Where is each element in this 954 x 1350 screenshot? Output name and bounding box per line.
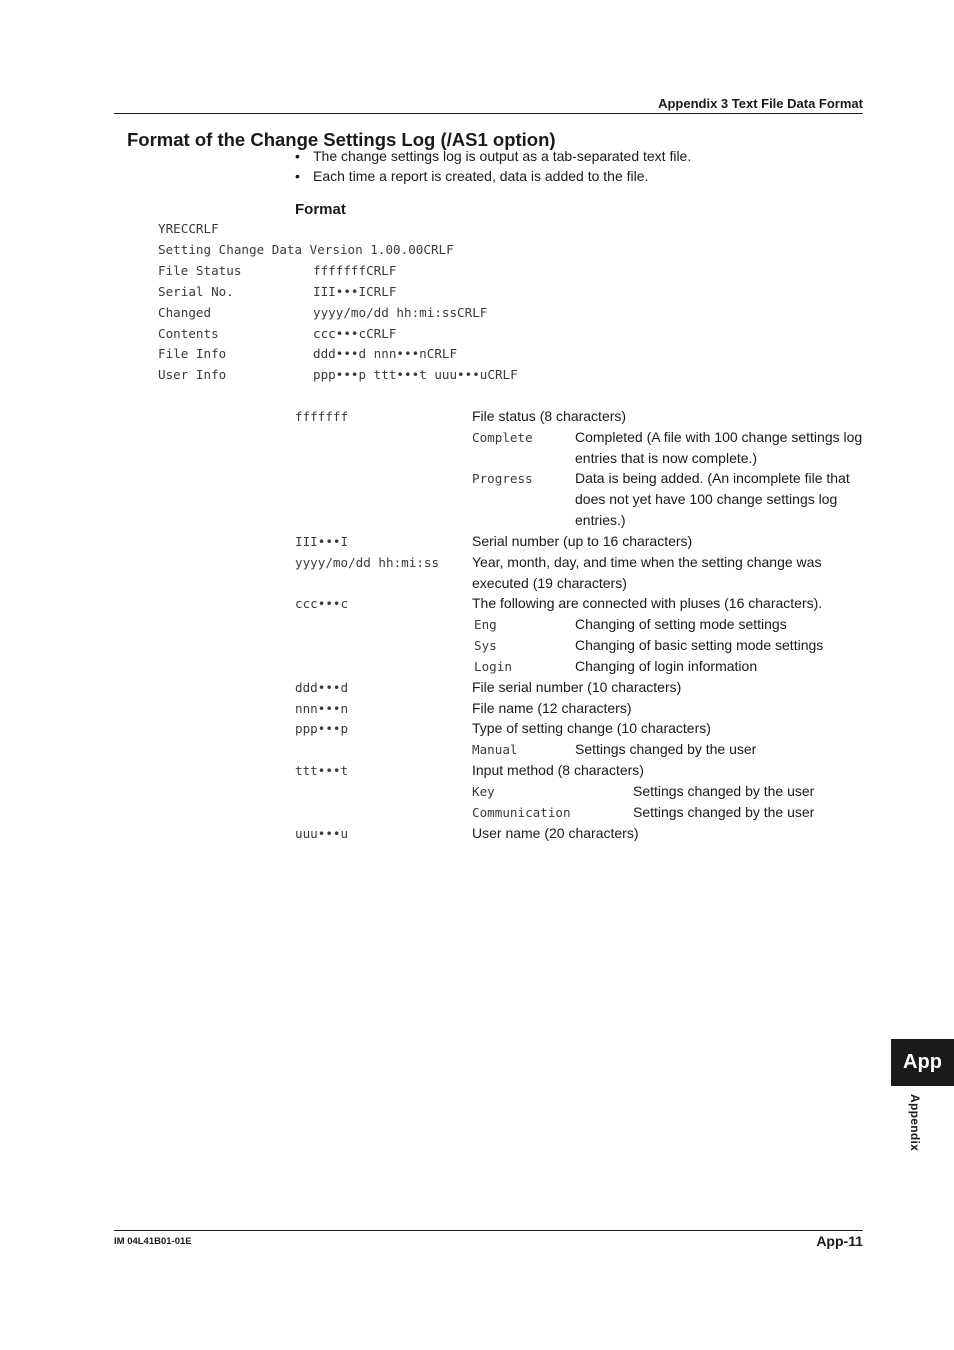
definition-desc: Serial number (up to 16 characters) bbox=[472, 533, 693, 549]
definition-term: III•••I bbox=[295, 534, 349, 549]
definition-code: Progress bbox=[472, 471, 533, 486]
definition-desc: User name (20 characters) bbox=[472, 825, 639, 841]
format-line-label: File Info bbox=[158, 346, 227, 361]
definition-desc: File serial number (10 characters) bbox=[472, 679, 682, 695]
definition-term: fffffff bbox=[295, 409, 349, 424]
format-line-value: ppp•••p ttt•••t uuu•••uCRLF bbox=[313, 367, 518, 382]
definition-code-desc: Changing of basic setting mode settings bbox=[575, 637, 824, 653]
definition-term: ccc•••c bbox=[295, 596, 349, 611]
definition-desc: The following are connected with pluses (16 characters). bbox=[472, 595, 823, 611]
definition-code-desc: Changing of setting mode settings bbox=[575, 616, 787, 632]
definition-term: ddd•••d bbox=[295, 680, 349, 695]
format-line-value: ddd•••d nnn•••nCRLF bbox=[313, 346, 458, 361]
header-rule bbox=[114, 113, 863, 114]
bullet-symbol: • bbox=[295, 148, 300, 164]
definition-code-desc: Settings changed by the user bbox=[633, 804, 815, 820]
page-number: App-11 bbox=[816, 1233, 863, 1249]
definition-desc: File status (8 characters) bbox=[472, 408, 627, 424]
section-title: Format of the Change Settings Log (/AS1 option) bbox=[127, 129, 556, 150]
bullet-text: The change settings log is output as a tab-separated text file. bbox=[313, 148, 692, 164]
footer-rule bbox=[114, 1230, 863, 1231]
definition-term: nnn•••n bbox=[295, 701, 349, 716]
definition-term: ttt•••t bbox=[295, 763, 349, 778]
definition-desc: Type of setting change (10 characters) bbox=[472, 720, 711, 736]
definition-code: Complete bbox=[472, 430, 533, 445]
format-line-label: YRECCRLF bbox=[158, 221, 219, 236]
format-line-value: fffffffCRLF bbox=[313, 263, 397, 278]
definition-desc: File name (12 characters) bbox=[472, 700, 632, 716]
format-line-label: File Status bbox=[158, 263, 242, 278]
format-line-label: Contents bbox=[158, 326, 219, 341]
format-line-label: Changed bbox=[158, 305, 212, 320]
definition-term: uuu•••u bbox=[295, 826, 349, 841]
definition-code: Key bbox=[472, 784, 495, 799]
definition-code: Eng bbox=[474, 617, 497, 632]
definition-code-desc: Completed (A file with 100 change settings log entries that is now complete.) bbox=[575, 429, 863, 466]
bullet-symbol: • bbox=[295, 168, 300, 184]
appendix-side-label: Appendix bbox=[908, 1094, 922, 1152]
format-line-value: yyyy/mo/dd hh:mi:ssCRLF bbox=[313, 305, 488, 320]
format-line-value: ccc•••cCRLF bbox=[313, 326, 397, 341]
running-head: Appendix 3 Text File Data Format bbox=[658, 96, 863, 111]
definition-code: Sys bbox=[474, 638, 497, 653]
format-line-label: Setting Change Data Version 1.00.00CRLF bbox=[158, 242, 454, 257]
definition-code-desc: Settings changed by the user bbox=[633, 783, 815, 799]
definition-code: Communication bbox=[472, 805, 571, 820]
definition-code: Manual bbox=[472, 742, 518, 757]
definition-code-desc: Settings changed by the user bbox=[575, 741, 757, 757]
definition-code-desc: Data is being added. (An incomplete file that does not yet have 100 change settings log entries.) bbox=[575, 470, 850, 528]
definition-code-desc: Changing of login information bbox=[575, 658, 758, 674]
format-heading: Format bbox=[295, 201, 346, 218]
format-line-value: III•••ICRLF bbox=[313, 284, 397, 299]
document-id: IM 04L41B01-01E bbox=[114, 1236, 192, 1247]
format-line-label: Serial No. bbox=[158, 284, 234, 299]
format-line-label: User Info bbox=[158, 367, 227, 382]
definition-term: yyyy/mo/dd hh:mi:ss bbox=[295, 555, 440, 570]
bullet-text: Each time a report is created, data is added to the file. bbox=[313, 168, 649, 184]
definition-code: Login bbox=[474, 659, 512, 674]
appendix-tab: App bbox=[891, 1039, 954, 1086]
definition-term: ppp•••p bbox=[295, 721, 349, 736]
definition-desc: Year, month, day, and time when the setting change was executed (19 characters) bbox=[472, 554, 822, 591]
definition-desc: Input method (8 characters) bbox=[472, 762, 644, 778]
